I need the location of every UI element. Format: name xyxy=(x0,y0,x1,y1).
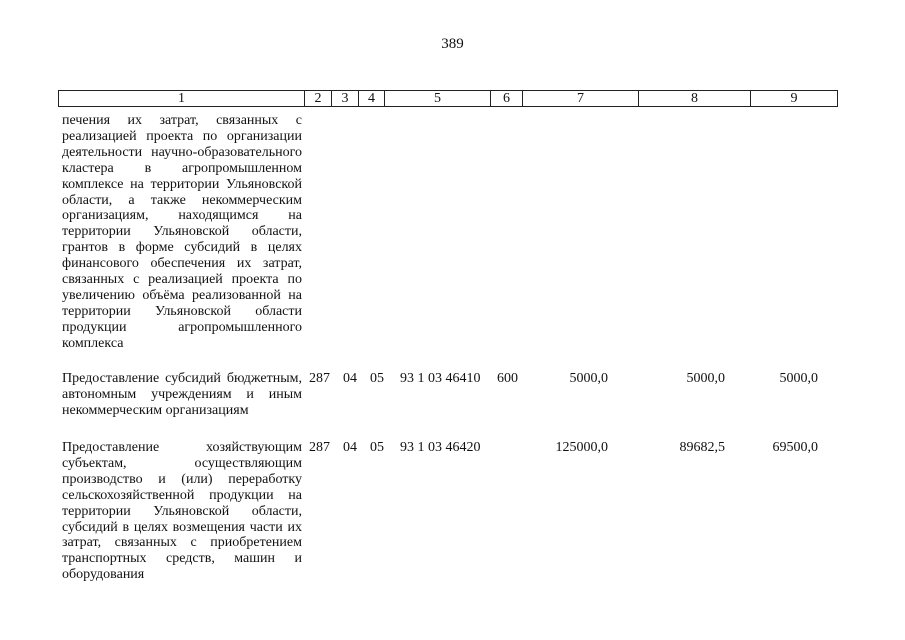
column-header-2: 2 xyxy=(305,91,332,106)
row-description: Предоставление субсидий бюджетным, автономным учреждениям и иным некоммерческим организациям xyxy=(62,371,302,418)
column-header-5: 5 xyxy=(385,91,491,106)
row-description: Предоставление хозяйствующим субъектам, осуществляющим производство и (или) переработку сельскохозяйственной продукции на территории Ульяновской области, субсидий в целях возмещения части их затрат, связанных с приобретением транспортных средств, машин и оборудования xyxy=(62,440,302,583)
cell-col-6: 600 xyxy=(497,371,518,386)
cell-col-2: 287 xyxy=(309,371,330,386)
cell-col-4: 05 xyxy=(370,371,384,386)
cell-col-5: 93 1 03 46410 xyxy=(400,371,481,386)
row-description: печения их затрат, связанных с реализацией проекта по организации деятельности научно-образовательного кластера в агропромышленном комплексе на территории Ульяновской области, а также некоммерческим организациям, находящимся на территории Ульяновской области, грантов в форме субсидий в целях финансового обеспечения их затрат, связанных с реализацией проекта по увеличению объёма реализованной на территории Ульяновской области продукции агропромышленного комплекса xyxy=(62,113,302,351)
column-header-9: 9 xyxy=(790,91,798,106)
cell-col-7: 125000,0 xyxy=(555,440,608,455)
cell-col-9: 69500,0 xyxy=(772,440,818,455)
column-header-7: 7 xyxy=(523,91,639,106)
page-number: 389 xyxy=(441,36,464,52)
cell-col-3: 04 xyxy=(343,440,357,455)
column-header-1: 1 xyxy=(59,91,305,106)
cell-col-4: 05 xyxy=(370,440,384,455)
column-header-8: 8 xyxy=(639,91,751,106)
cell-col-8: 5000,0 xyxy=(686,371,725,386)
column-header-6: 6 xyxy=(491,91,523,106)
table-header-row xyxy=(58,90,838,107)
cell-col-7: 5000,0 xyxy=(569,371,608,386)
cell-col-8: 89682,5 xyxy=(679,440,725,455)
cell-col-9: 5000,0 xyxy=(779,371,818,386)
cell-col-2: 287 xyxy=(309,440,330,455)
column-header-3: 3 xyxy=(332,91,359,106)
cell-col-3: 04 xyxy=(343,371,357,386)
cell-col-5: 93 1 03 46420 xyxy=(400,440,481,455)
column-header-4: 4 xyxy=(359,91,385,106)
